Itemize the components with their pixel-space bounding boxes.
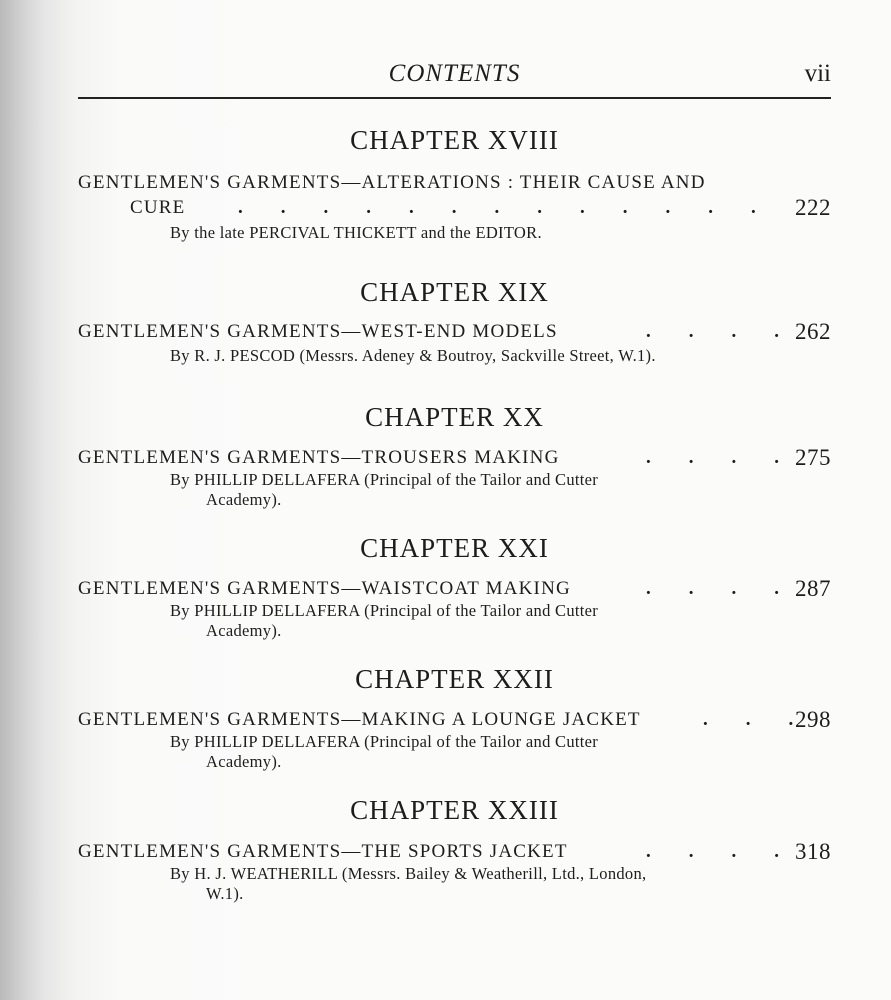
entry-author bbox=[170, 601, 860, 641]
entry-title-line bbox=[78, 195, 831, 220]
author-line: By H. J. WEATHERILL (Messrs. Bailey & Weatherill, Ltd., London, bbox=[170, 864, 647, 883]
toc-section-xxii bbox=[78, 662, 831, 772]
entry-title: GENTLEMEN'S GARMENTS—ALTERATIONS : THEIR CAUSE AND bbox=[78, 172, 706, 193]
toc-entry bbox=[78, 319, 831, 344]
running-title: CONTENTS bbox=[388, 60, 521, 87]
chapter-heading: CHAPTER XXIII bbox=[350, 795, 559, 825]
toc-entry bbox=[78, 445, 831, 470]
toc-entry bbox=[78, 707, 831, 732]
header-rule bbox=[78, 97, 831, 99]
author-line-continued: Academy). bbox=[206, 621, 282, 640]
toc-section-xx bbox=[78, 400, 831, 510]
entry-author bbox=[170, 864, 860, 904]
dot-leaders: . . . . bbox=[646, 841, 779, 862]
toc-section-xxiii bbox=[78, 793, 831, 904]
entry-page-number: 222 bbox=[795, 195, 831, 220]
author-line: By PHILLIP DELLAFERA (Principal of the Tailor and Cutter bbox=[170, 732, 599, 751]
toc-entry bbox=[78, 170, 831, 220]
running-head bbox=[78, 60, 831, 94]
chapter-heading: CHAPTER XXII bbox=[355, 664, 554, 694]
dot-leaders: . . . . bbox=[646, 578, 779, 599]
page-number-folio: vii bbox=[804, 60, 831, 87]
entry-title-line bbox=[78, 839, 831, 864]
entry-title: GENTLEMEN'S GARMENTS—MAKING A LOUNGE JACKET bbox=[78, 709, 641, 730]
chapter-heading: CHAPTER XIX bbox=[360, 277, 549, 307]
entry-page-number: 275 bbox=[795, 445, 831, 470]
entry-title-line bbox=[78, 576, 831, 601]
toc-entry bbox=[78, 576, 831, 601]
author-line-continued: Academy). bbox=[206, 490, 282, 509]
author-line-continued: W.1). bbox=[206, 884, 244, 903]
dot-leaders: . . . . bbox=[646, 321, 779, 342]
author-line: By PHILLIP DELLAFERA (Principal of the Tailor and Cutter bbox=[170, 601, 599, 620]
entry-title-continued: CURE bbox=[130, 197, 186, 218]
toc-entry bbox=[78, 839, 831, 864]
toc-section-xviii bbox=[78, 123, 831, 243]
dot-leaders: . . . . . . . . . . . . . bbox=[238, 197, 756, 218]
entry-author bbox=[170, 223, 860, 243]
toc-section-xix bbox=[78, 275, 831, 366]
chapter-heading: CHAPTER XVIII bbox=[350, 125, 559, 155]
entry-title: GENTLEMEN'S GARMENTS—TROUSERS MAKING bbox=[78, 447, 560, 468]
entry-page-number: 298 bbox=[795, 707, 831, 732]
entry-title: GENTLEMEN'S GARMENTS—WAISTCOAT MAKING bbox=[78, 578, 571, 599]
entry-title-line bbox=[78, 445, 831, 470]
entry-author bbox=[170, 346, 860, 366]
chapter-heading: CHAPTER XX bbox=[365, 402, 544, 432]
author-line: By the late PERCIVAL THICKETT and the EDITOR. bbox=[170, 223, 542, 242]
entry-page-number: 287 bbox=[795, 576, 831, 601]
dot-leaders: . . . . bbox=[646, 447, 779, 468]
entry-title: GENTLEMEN'S GARMENTS—WEST-END MODELS bbox=[78, 321, 558, 342]
author-line: By PHILLIP DELLAFERA (Principal of the Tailor and Cutter bbox=[170, 470, 599, 489]
toc-section-xxi bbox=[78, 531, 831, 641]
entry-author bbox=[170, 470, 860, 510]
entry-title-line bbox=[78, 707, 831, 732]
entry-title: GENTLEMEN'S GARMENTS—THE SPORTS JACKET bbox=[78, 841, 568, 862]
dot-leaders: . . . bbox=[703, 709, 794, 730]
chapter-heading: CHAPTER XXI bbox=[360, 533, 549, 563]
entry-title-line bbox=[78, 170, 831, 195]
entry-title-line bbox=[78, 319, 831, 344]
entry-page-number: 262 bbox=[795, 319, 831, 344]
author-line-continued: Academy). bbox=[206, 752, 282, 771]
entry-author bbox=[170, 732, 860, 772]
entry-page-number: 318 bbox=[795, 839, 831, 864]
author-line: By R. J. PESCOD (Messrs. Adeney & Boutroy, Sackville Street, W.1). bbox=[170, 346, 656, 365]
